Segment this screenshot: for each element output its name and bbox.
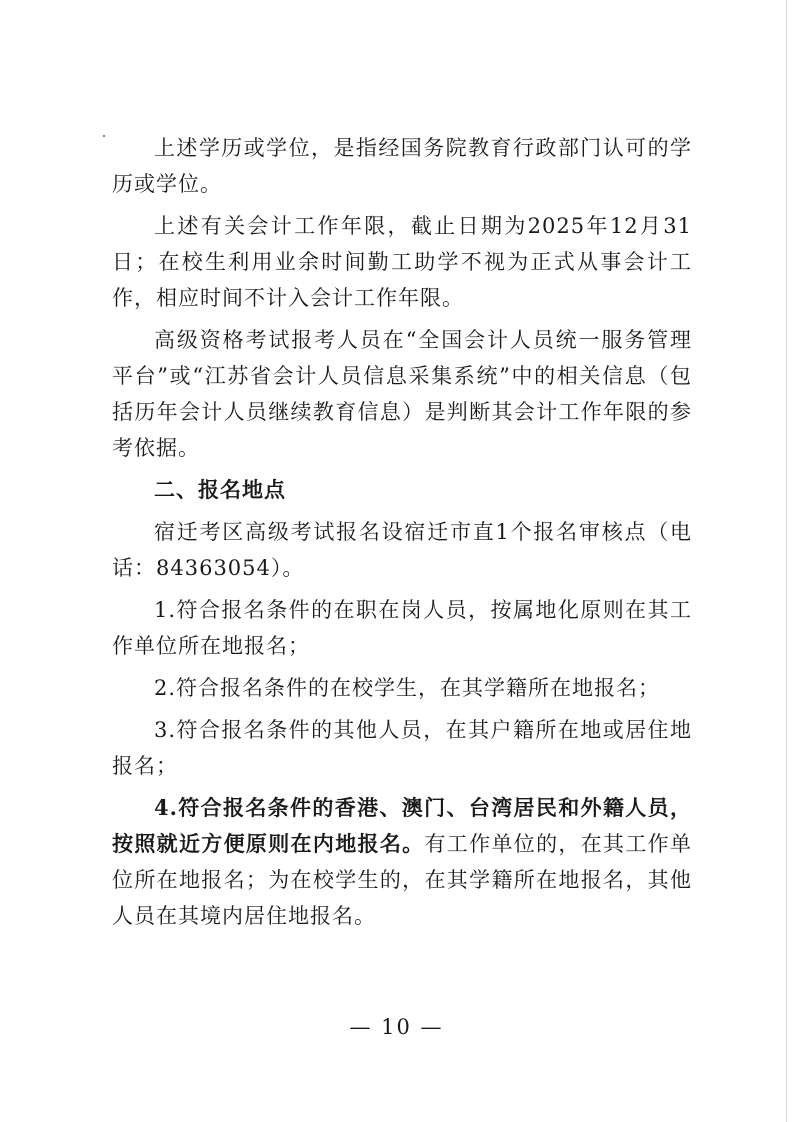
- list-item-3: 3.符合报名条件的其他人员，在其户籍所在地或居住地报名；: [112, 718, 692, 778]
- paragraph-work-years: 上述有关会计工作年限，截止日期为2025年12月31日；在校生利用业余时间勤工助学不视为正式从事会计工作，相应时间不计入会计工作年限。: [112, 214, 692, 310]
- paragraph-info-reference: 高级资格考试报考人员在“全国会计人员统一服务管理平台”或“江苏省会计人员信息采集系统”中的相关信息（包括历年会计人员继续教育信息）是判断其会计工作年限的参考依据。: [112, 328, 692, 460]
- section-heading-registration-location: 二、报名地点: [154, 477, 286, 502]
- page-edge-line: [786, 0, 787, 1122]
- list-item-4-bold: 4.符合报名条件的香港、澳门、台湾居民和外籍人员，按照就近方便原则在内地报名。: [112, 795, 692, 856]
- list-item-4: [112, 790, 692, 934]
- scan-speck: [103, 135, 105, 137]
- document-body: [112, 130, 692, 940]
- paragraph-registration-point: 宿迁考区高级考试报名设宿迁市直1个报名审核点（电话：84363054）。: [112, 520, 692, 580]
- list-item-4-rest: 有工作单位的，在其工作单位所在地报名；为在校学生的，在其学籍所在地报名，其他人员在其境内居住地报名。: [112, 832, 693, 928]
- list-item-2: 2.符合报名条件的在校学生，在其学籍所在地报名；: [154, 676, 661, 700]
- list-item-1: 1.符合报名条件的在职在岗人员，按属地化原则在其工作单位所在地报名；: [112, 598, 692, 658]
- page-number: — 10 —: [349, 1015, 444, 1039]
- paragraph-degree-definition: 上述学历或学位，是指经国务院教育行政部门认可的学历或学位。: [112, 136, 692, 196]
